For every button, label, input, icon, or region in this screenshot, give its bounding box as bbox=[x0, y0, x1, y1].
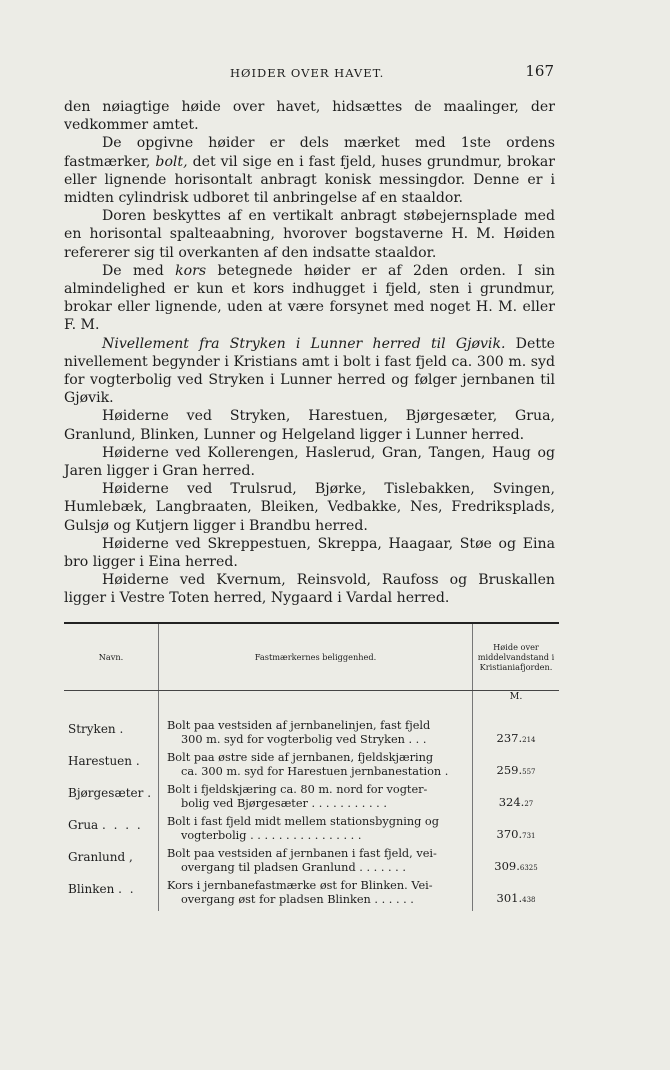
row-name: Stryken bbox=[68, 722, 116, 736]
location-line-2: overgang øst for pladsen Blinken . . . . . . bbox=[181, 892, 414, 906]
row-name: Bjørgesæter bbox=[68, 786, 144, 800]
paragraph bbox=[64, 207, 555, 262]
paragraph bbox=[64, 480, 555, 535]
text-run: betegnede høider er af 2den orden. I sin almindelighed er kun et kors indhugget i fjeld, sten i grundmur, brokar eller lignende, uden at være forsynet med noget H. M. eller F. M. bbox=[64, 262, 556, 334]
text-run: Høiderne ved Skreppestuen, Skreppa, Haagaar, Støe og Eina bro ligger i Eina herred. bbox=[64, 535, 555, 571]
italic-text: kors bbox=[175, 262, 207, 279]
paragraph bbox=[64, 571, 555, 607]
paragraph bbox=[64, 535, 555, 571]
height-value: 370. bbox=[496, 827, 523, 841]
location-line-2: vogterbolig . . . . . . . . . . . . . . . . bbox=[181, 828, 362, 842]
unit-row bbox=[64, 691, 559, 720]
row-name: Granlund bbox=[68, 850, 126, 864]
location-line-2: overgang til pladsen Granlund . . . . . . . bbox=[181, 860, 406, 874]
italic-text: Nivellement fra Stryken i Lunner herred til Gjøvik. bbox=[102, 335, 506, 352]
text-run: Dette nivellement begynder i Kristians amt i bolt i fast fjeld ca. 300 m. syd for vogterbolig ved Stryken i Lunner herred og følger jernbanen til Gjøvik. bbox=[64, 335, 555, 407]
location-line-2: ca. 300 m. syd for Harestuen jernbanestation . bbox=[181, 764, 449, 778]
text-run: Høiderne ved Stryken, Harestuen, Bjørgesæter, Grua, Granlund, Blinken, Lunner og Helgeland ligger i Lunner herred. bbox=[64, 408, 555, 443]
table-header-row bbox=[64, 623, 559, 691]
location-line-1: Kors i jernbanefastmærke øst for Blinken. Vei- bbox=[167, 879, 433, 892]
paragraph bbox=[64, 444, 555, 480]
height-decimals: 214 bbox=[522, 736, 536, 744]
text-run: Høiderne ved Trulsrud, Bjørke, Tislebakken, Svingen, Humlebæk, Langbraaten, Bleiken, Vedbakke, Nes, Fredriksplads, Gulsjø og Kutjern ligger i Brandbu herred. bbox=[64, 481, 555, 534]
location-line-2: bolig ved Bjørgesæter . . . . . . . . . . . bbox=[181, 796, 387, 810]
height-decimals: 731 bbox=[522, 832, 536, 840]
text-run: Høiderne ved Kollerengen, Haslerud, Gran, Tangen, Haug og Jaren ligger i Gran herred. bbox=[64, 444, 555, 480]
table-row bbox=[64, 783, 559, 815]
leader-dots: . . . . bbox=[102, 818, 143, 832]
table-row bbox=[64, 879, 559, 911]
unit-label: M. bbox=[509, 691, 523, 702]
table-row bbox=[64, 751, 559, 783]
header-height: Høide over middelvandstand i Kristianiafjorden. bbox=[473, 623, 560, 691]
paragraph bbox=[64, 262, 555, 335]
table-row bbox=[64, 847, 559, 879]
page-number: 167 bbox=[525, 62, 554, 80]
leader-dots: , bbox=[129, 850, 135, 864]
leader-dots: . bbox=[135, 754, 142, 768]
location-line-1: Bolt paa vestsiden af jernbanelinjen, fast fjeld bbox=[167, 719, 431, 732]
table-row bbox=[64, 815, 559, 847]
header-name: Navn. bbox=[64, 623, 159, 691]
row-name: Grua bbox=[68, 818, 99, 832]
text-run: De opgivne høider er dels mærket med 1ste ordens fastmærker, bbox=[64, 135, 555, 170]
leader-dots: . bbox=[119, 722, 126, 736]
height-value: 237. bbox=[496, 731, 523, 745]
paragraph bbox=[64, 335, 555, 408]
height-decimals: 557 bbox=[522, 768, 536, 776]
location-line-1: Bolt paa vestsiden af jernbanen i fast fjeld, vei- bbox=[167, 847, 437, 860]
paragraph bbox=[64, 134, 555, 207]
height-value: 324. bbox=[498, 795, 525, 809]
height-value: 309. bbox=[494, 859, 520, 873]
row-name: Blinken bbox=[68, 882, 115, 896]
header-location: Fastmærkernes beliggenhed. bbox=[159, 623, 473, 691]
paragraph bbox=[64, 407, 555, 443]
location-line-1: Bolt i fast fjeld midt mellem stationsbygning og bbox=[167, 815, 439, 828]
leader-dots: . bbox=[147, 786, 154, 800]
height-decimals: 27 bbox=[524, 800, 534, 808]
location-line-2: 300 m. syd for vogterbolig ved Stryken . . . bbox=[181, 732, 427, 746]
location-line-1: Bolt i fjeldskjæring ca. 80 m. nord for vogter- bbox=[167, 783, 428, 796]
height-decimals: 438 bbox=[522, 896, 536, 904]
text-run: det vil sige en i fast fjeld, huses grundmur, brokar eller lignende horisontalt anbragt konisk messingdor. Denne er i midten cylindrisk udboret til anbringelse af en staaldor. bbox=[64, 153, 555, 207]
body-text bbox=[64, 98, 555, 608]
text-run: De med bbox=[102, 262, 176, 279]
leader-dots: . . bbox=[118, 882, 136, 896]
table-row bbox=[64, 719, 559, 751]
height-value: 301. bbox=[496, 891, 523, 905]
height-value: 259. bbox=[496, 763, 523, 777]
page-header bbox=[64, 62, 554, 86]
paragraph: den nøiagtige høide over havet, hidsættes de maalinger, der vedkommer amtet. bbox=[64, 99, 555, 134]
running-title: HØIDER OVER HAVET. bbox=[230, 66, 385, 80]
benchmark-table bbox=[64, 622, 559, 911]
text-run: Doren beskyttes af en vertikalt anbragt støbejernsplade med en horisontal spalteaabning, hvorover bogstaverne H. M. Høiden refererer sig til overkanten af den indsatte staaldor. bbox=[64, 208, 555, 261]
location-line-1: Bolt paa østre side af jernbanen, fjeldskjæring bbox=[167, 751, 434, 764]
height-decimals: 6325 bbox=[519, 864, 538, 872]
text-run: Høiderne ved Kvernum, Reinsvold, Raufoss og Bruskallen ligger i Vestre Toten herred, Nygaard i Vardal herred. bbox=[64, 572, 555, 607]
row-name: Harestuen bbox=[68, 754, 132, 768]
italic-text: bolt, bbox=[155, 153, 188, 170]
